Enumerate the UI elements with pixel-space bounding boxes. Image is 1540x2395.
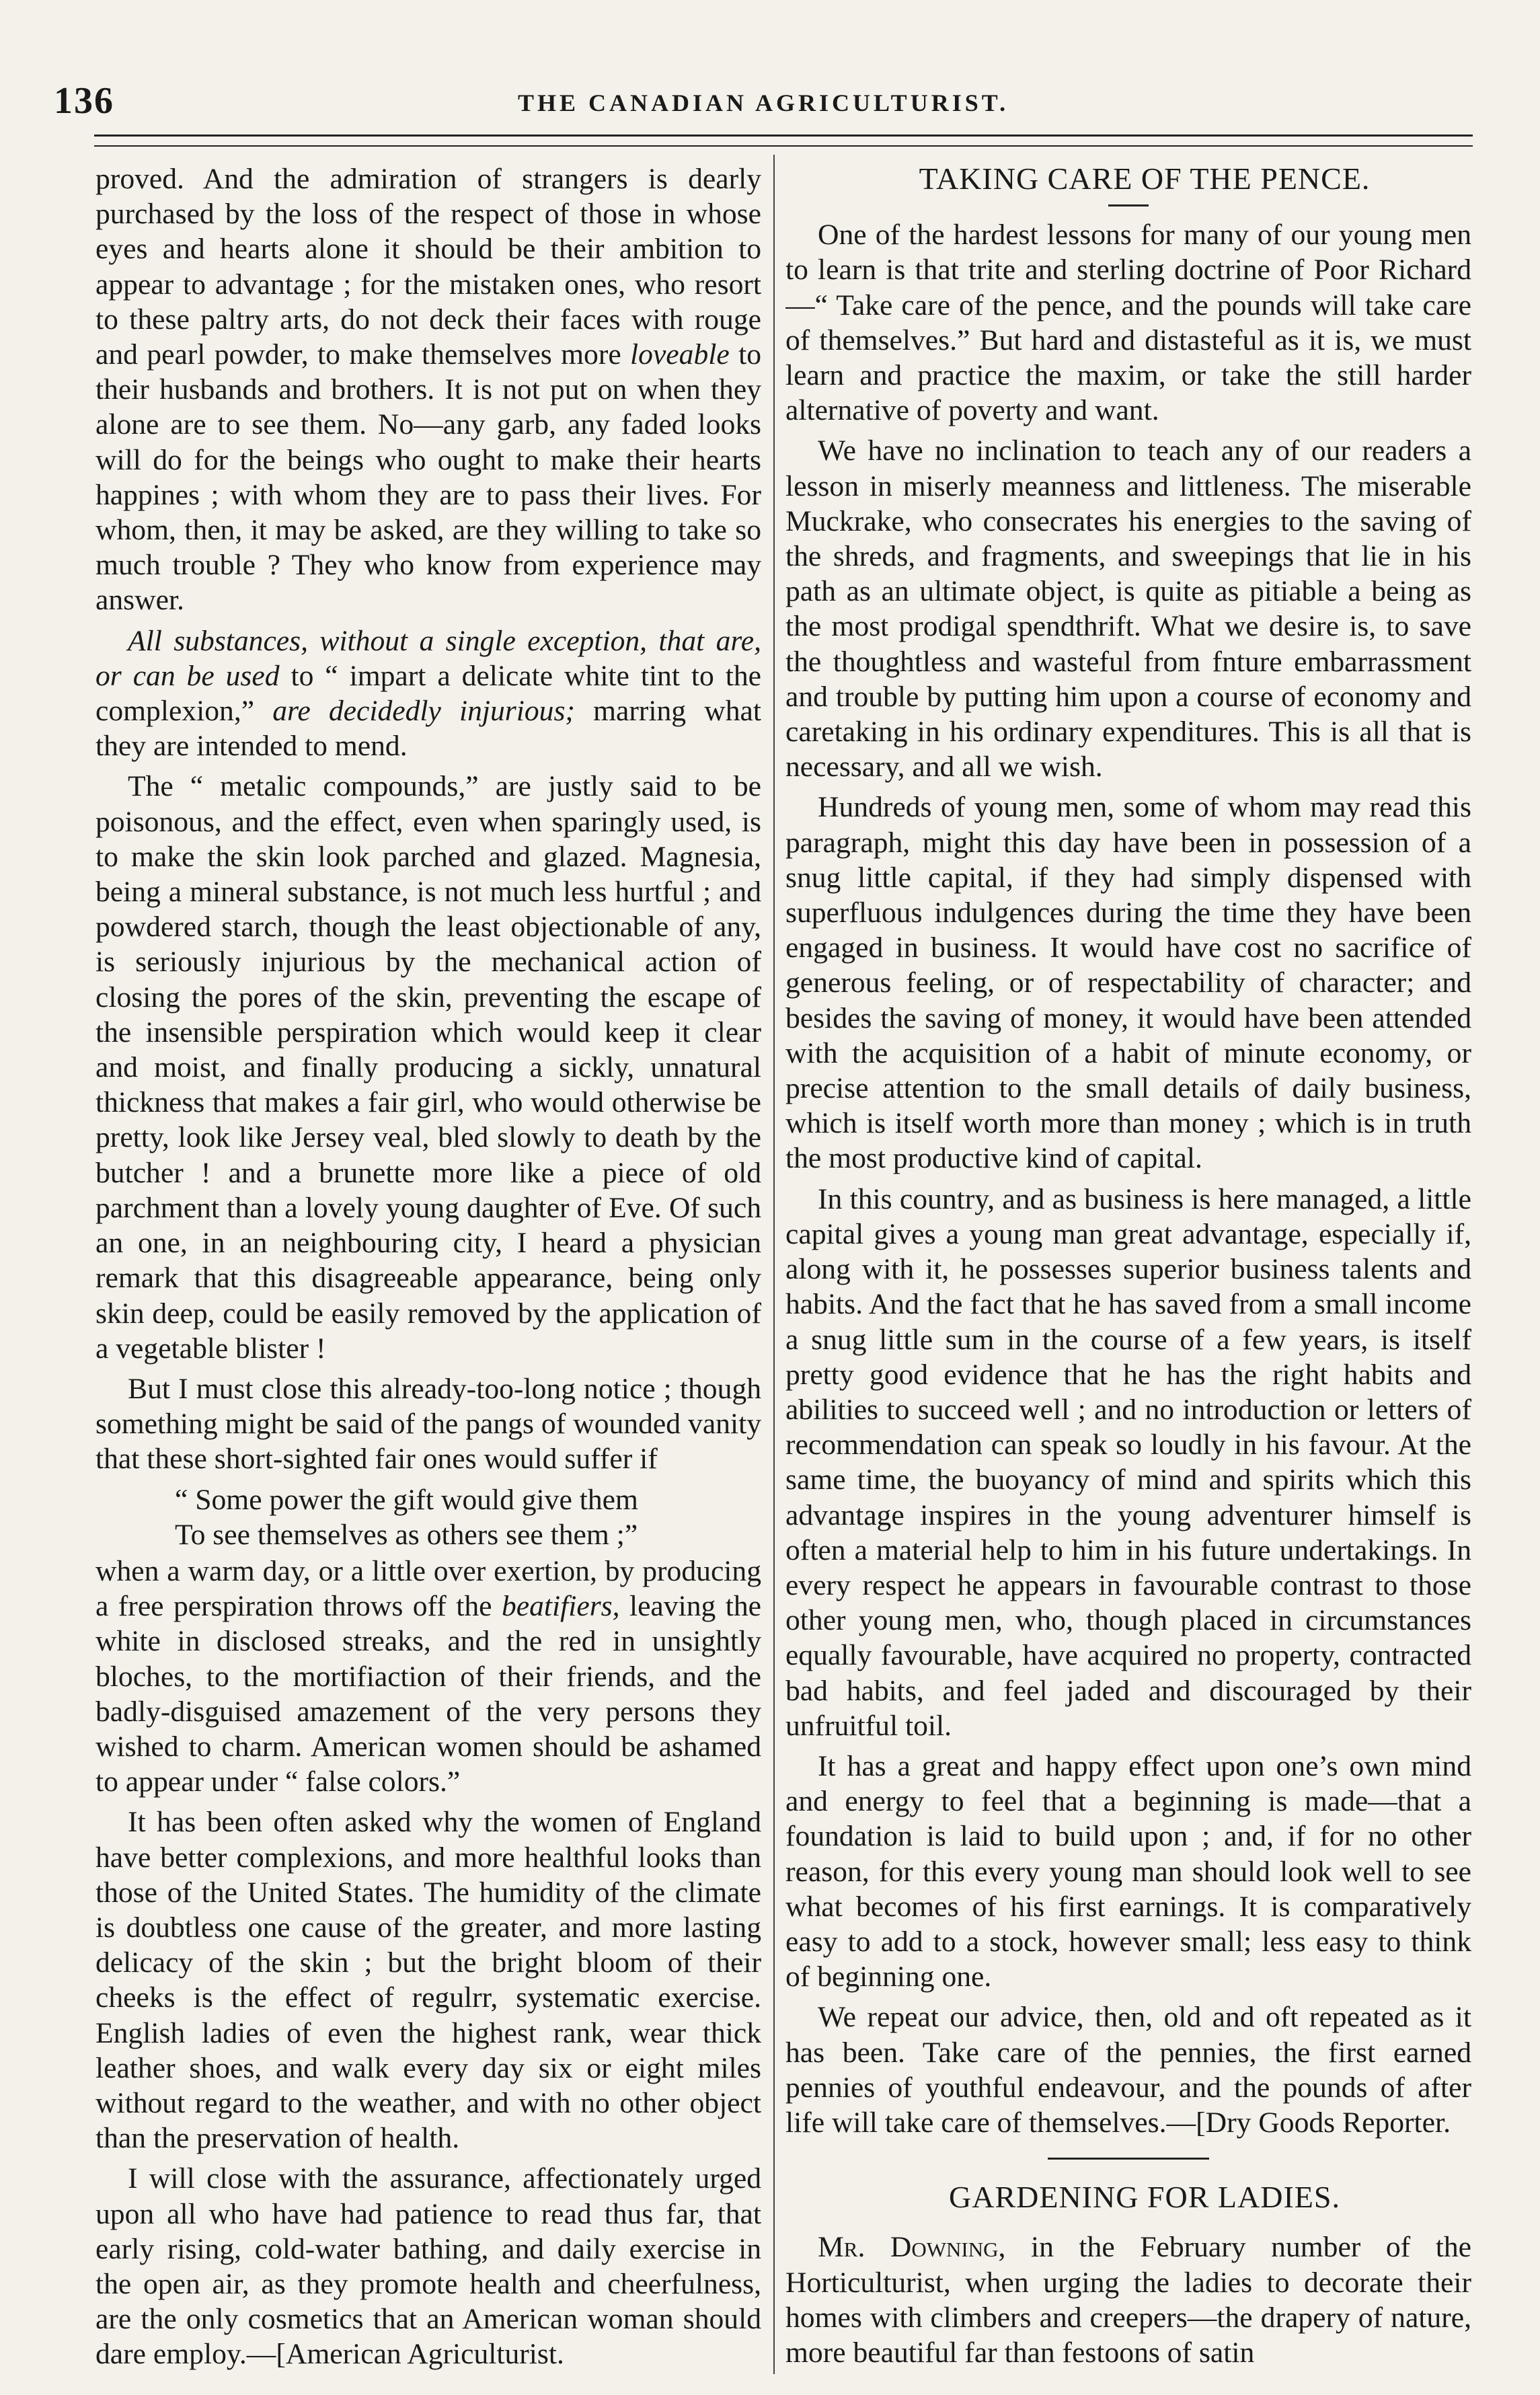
article-paragraph: proved. And the admiration of strangers is dearly purchased by the loss of the respect of those in whose eyes and hearts alone it should be their ambition to appear to advantage ; for the mistaken ones, who resort to these paltry arts, do not deck their faces with rouge and pearl powder, to make themselves more loveable to their husbands and brothers. It is not put on when they alone are to see them. No—any garb, any faded looks will do for the beings who ought to make their hearts happines ; with whom they are to pass their lives. For whom, then, it may be asked, are they willing to take so much trouble ? They who know from experience may answer. xyxy=(95,163,761,617)
header-rule-thin xyxy=(94,145,1473,147)
article-paragraph: when a warm day, or a little over exertion, by producing a free perspiration throws off the beatifiers, leaving the white in disclosed streaks, and the red in unsightly bloches, to the mortifiaction of their friends, and the badly-disguised amazement of the very persons they wished to charm. American women should be ashamed to appear under “ false colors.” xyxy=(95,1554,761,1798)
right-column xyxy=(785,161,1471,2374)
article-paragraph: The “ metalic compounds,” are justly said to be poisonous, and the effect, even when sparingly used, is to make the skin look parched and glazed. Magnesia, being a mineral substance, is not much less hurtful ; and powdered starch, though the least objectionable of any, is seriously injurious by the mechanical action of closing the pores of the skin, preventing the escape of the insensible perspiration which would keep it clear and moist, and finally producing a sickly, unnatural thickness that makes a fair girl, who would otherwise be pretty, look like Jersey veal, bled slowly to death by the butcher ! and a brunette more like a piece of old parchment than a lovely young daughter of Eve. Of such an one, in an neighbouring city, I heard a physician remark that this disagreeable appearance, being only skin deep, could be easily removed by the application of a vegetable blister ! xyxy=(95,770,761,1365)
section-title: GARDENING FOR LADIES. xyxy=(949,2180,1340,2215)
verse-line: “ Some power the gift would give them xyxy=(175,1483,638,1516)
article-paragraph: All substances, without a single exception, that are, or can be used to “ impart a delicate white tint to the complexion,” are decidedly injurious; marring what they are intended to mend. xyxy=(95,624,761,763)
column-divider xyxy=(773,155,775,2374)
article-paragraph: It has a great and happy effect upon one’s own mind and energy to feel that a beginning is made—that a foundation is laid to build upon ; and, if for no other reason, for this every young man should look well to see what becomes of his first earnings. It is comparatively easy to add to a stock, however small; less easy to think of beginning one. xyxy=(785,1749,1471,1993)
article-paragraph: Hundreds of young men, some of whom may read this paragraph, might this day have been in possession of a snug little capital, if they had simply dispensed with superfluous indulgences during the time they have been engaged in business. It would have cost no sacrifice of generous feeling, or of respectability of character; and besides the saving of money, it would have been attended with the acquisition of a habit of minute economy, or precise attention to the small details of daily business, which is itself worth more than money ; which is in truth the most productive kind of capital. xyxy=(785,791,1471,1175)
article-paragraph: It has been often asked why the women of England have better complexions, and more healthful looks than those of the United States. The humidity of the climate is doubtless one cause of the greater, and more lasting delicacy of the skin ; but the bright bloom of their cheeks is the effect of regulrr, systematic exercise. English ladies of even the highest rank, wear thick leather shoes, and walk every day six or eight miles without regard to the weather, and with no other object than the preservation of health. xyxy=(95,1806,761,2155)
page-number: 136 xyxy=(54,80,114,122)
section-separator-rule xyxy=(1048,2158,1209,2160)
article-paragraph: I will close with the assurance, affectionately urged upon all who have had patience to read thus far, that early rising, cold-water bathing, and daily exercise in the open air, as they promote health and cheerfulness, are the only cosmetics that an American woman should dare employ.—[American Agriculturist. xyxy=(95,2162,761,2371)
article-paragraph: Mr. Downing, in the February number of the Horticulturist, when urging the ladies to decorate their homes with climbers and creepers—the drapery of nature, more beautiful far than festoons of satin xyxy=(785,2231,1471,2369)
running-head: THE CANADIAN AGRICULTURIST. xyxy=(517,89,1009,116)
article-paragraph: But I must close this already-too-long notice ; though something might be said of the pangs of wounded vanity that these short-sighted fair ones would suffer if xyxy=(95,1372,761,1476)
article-paragraph: We have no inclination to teach any of our readers a lesson in miserly meanness and littleness. The miserable Muckrake, who consecrates his energies to the saving of the shreds, and fragments, and sweepings that lie in his path as an ultimate object, is quite as pitiable a being as the most prodigal spendthrift. What we desire is, to save the thoughtless and wasteful from fnture embarrassment and trouble by putting him upon a course of economy and caretaking in his ordinary expenditures. This is all that is necessary, and all we wish. xyxy=(785,434,1471,784)
title-rule xyxy=(1108,204,1149,206)
verse-quote xyxy=(95,1482,761,1552)
article-paragraph: In this country, and as business is here managed, a little capital gives a young man great advantage, especially if, along with it, he possesses superior business talents and habits. And the fact that he has saved from a small income a snug little sum in the course of a few years, is itself pretty good evidence that he has the right habits and abilities to succeed well ; and no introduction or letters of recommendation can speak so loudly in his favour. At the same time, the buoyancy of mind and spirits which this advantage inspires in the young adventurer himself is often a material help to him in his future undertakings. In every respect he appears in favourable contrast to those other young men, who, though placed in circumstances equally favourable, have acquired no property, contracted bad habits, and feel jaded and discouraged by their unfruitful toil. xyxy=(785,1182,1471,1742)
page-header xyxy=(54,79,1473,126)
article-paragraph: One of the hardest lessons for many of our young men to learn is that trite and sterling doctrine of Poor Richard—“ Take care of the pence, and the pounds will take care of themselves.” But hard and distasteful as it is, we must learn and practice the maxim, or take the still harder alternative of poverty and want. xyxy=(785,219,1471,427)
article-paragraph: We repeat our advice, then, old and oft repeated as it has been. Take care of the pennies, the first earned pennies of youthful endeavour, and the pounds of after life will take care of themselves.—[Dry Goods Reporter. xyxy=(785,2001,1471,2139)
left-column xyxy=(95,161,761,2374)
section-title: TAKING CARE OF THE PENCE. xyxy=(919,161,1371,196)
header-rule-thick xyxy=(94,135,1473,137)
verse-line: To see themselves as others see them ;” xyxy=(175,1518,638,1551)
